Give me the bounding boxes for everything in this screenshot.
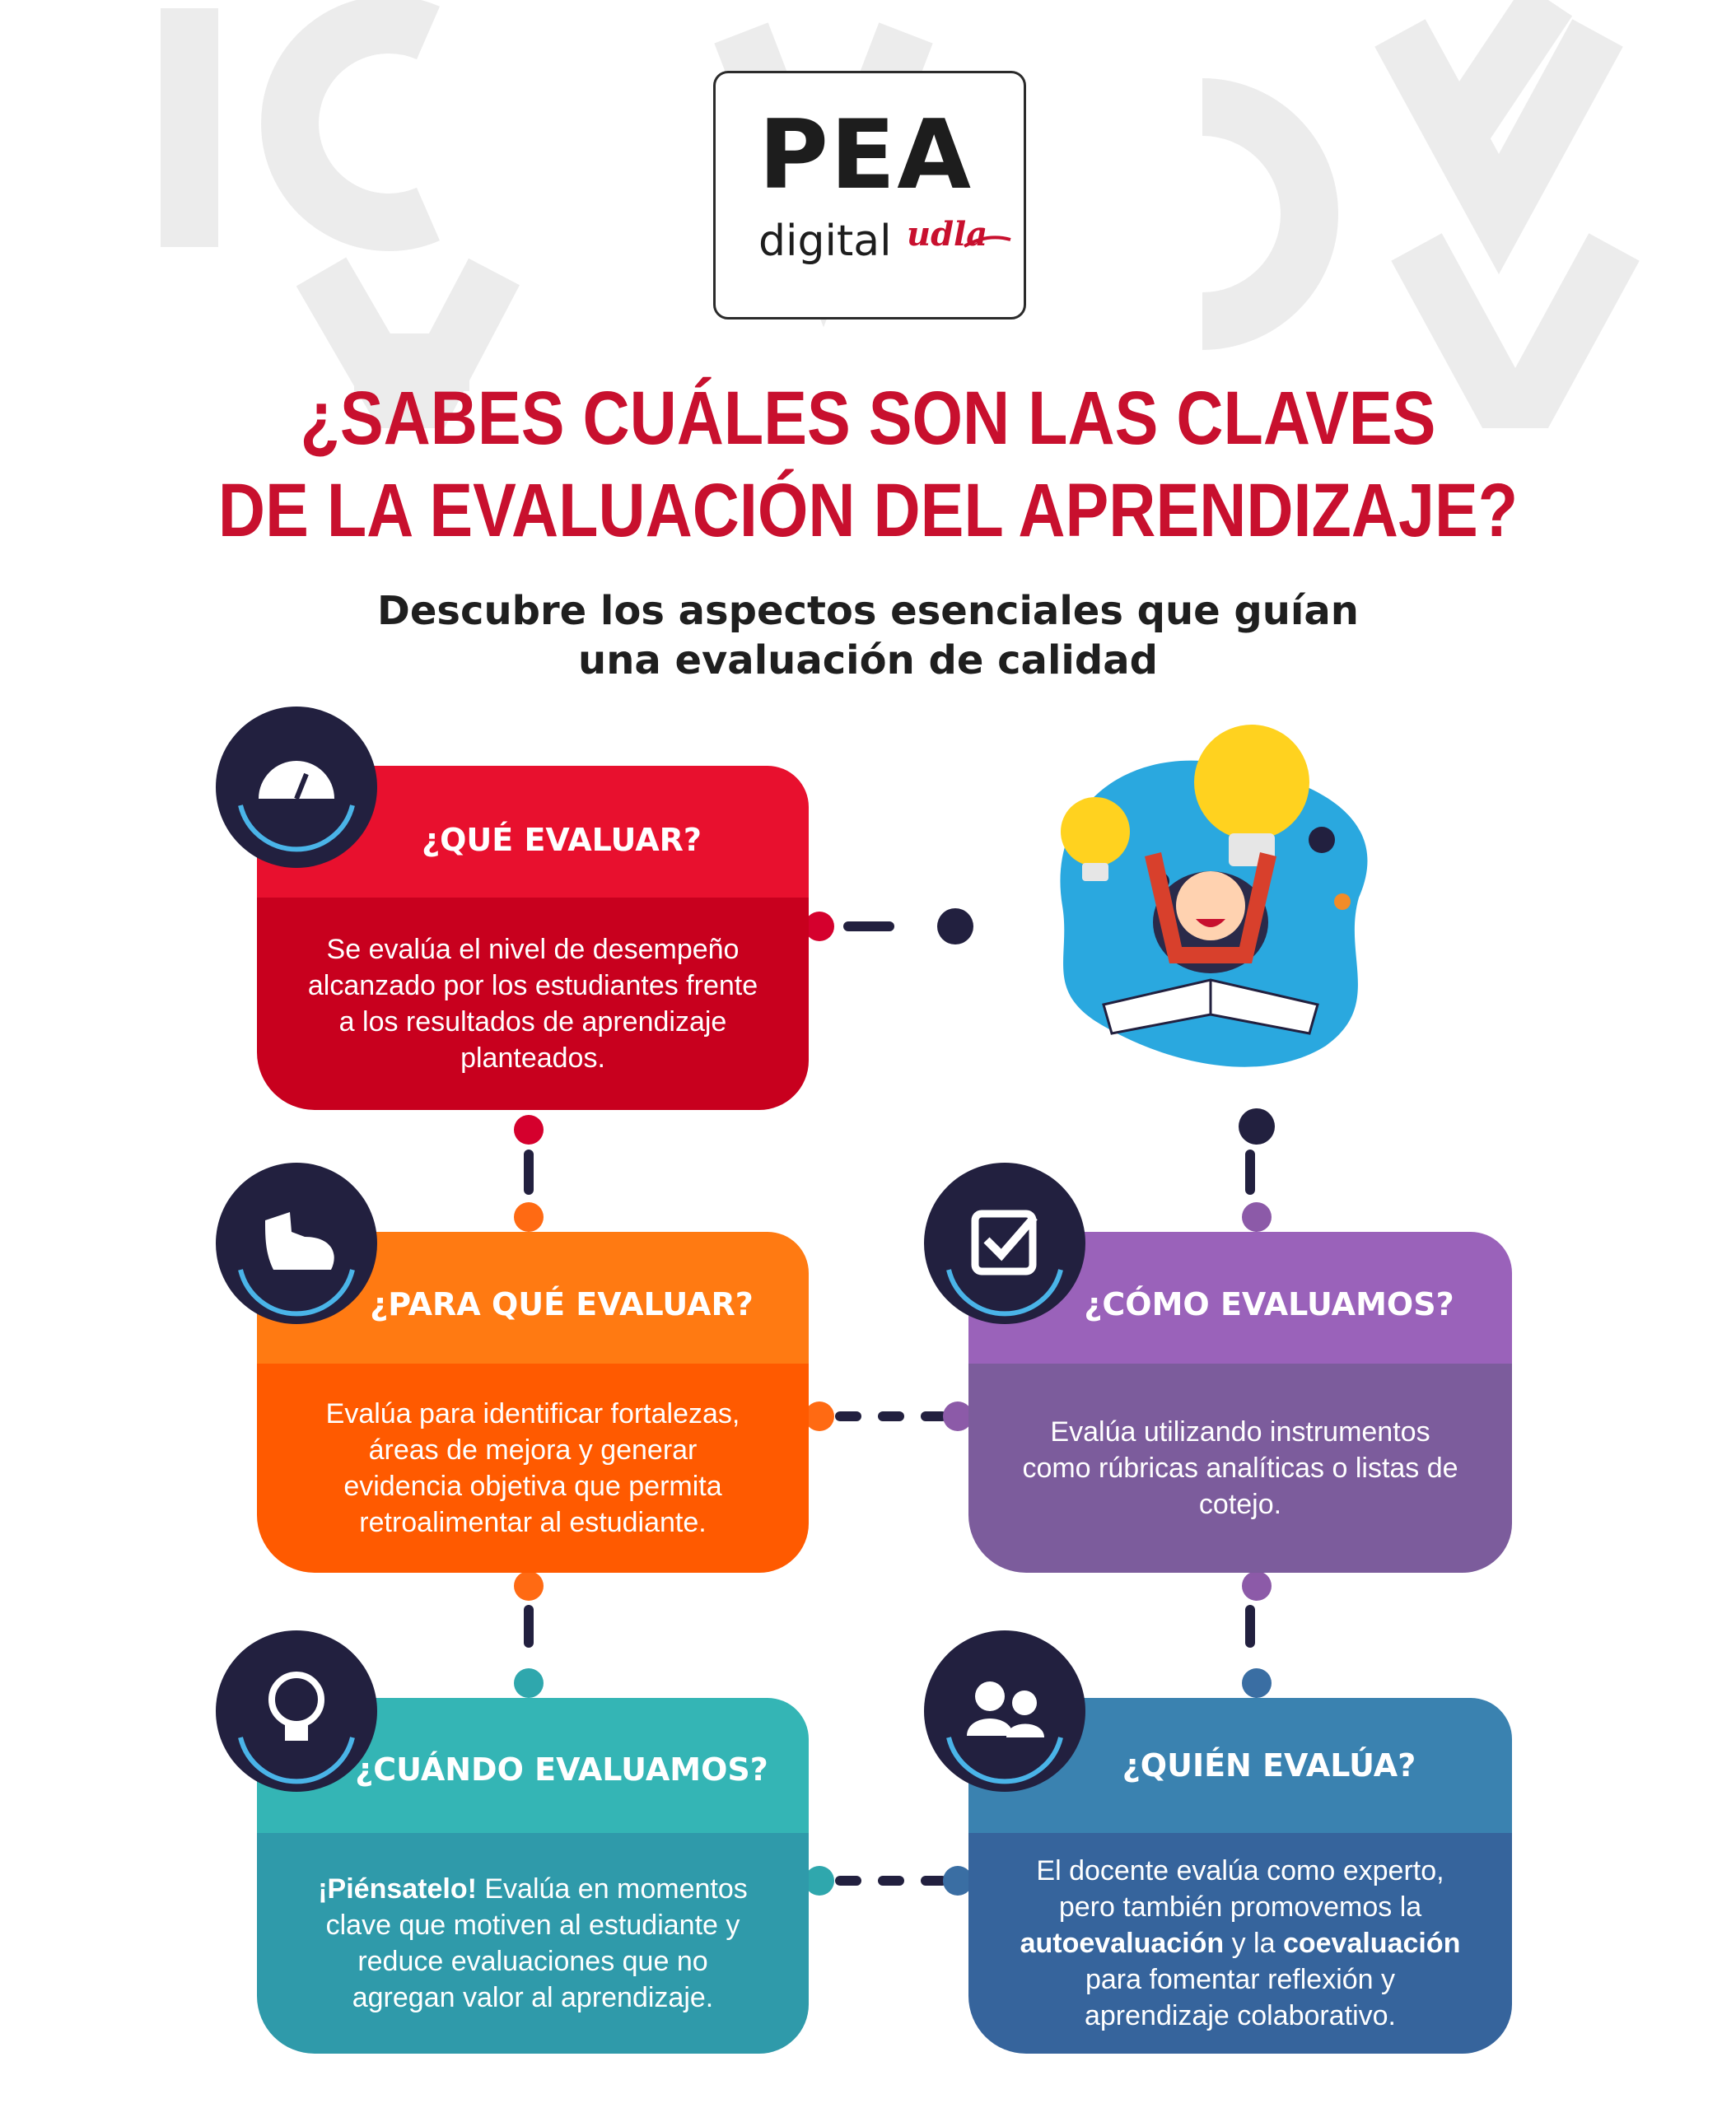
card-cuando-text <box>257 1833 809 2054</box>
card-cuando-body: Evalúa en momentos clave que motiven al estudiante y reduce evaluaciones que no agregan valor al aprendizaje. <box>325 1873 748 2013</box>
card-como-text: Evalúa utilizando instrumentos como rúbricas analíticas o listas de cotejo. <box>968 1364 1512 1573</box>
gauge-icon <box>216 707 377 868</box>
card-cuando-bold: ¡Piénsatelo! <box>318 1873 477 1905</box>
card-quien-t1: El docente evalúa como experto, pero también promovemos la <box>1036 1855 1444 1923</box>
card-quien-title: ¿QUIÉN EVALÚA? <box>968 1698 1512 1833</box>
logo-udla-text: udla <box>907 215 988 254</box>
card-quien-t2: y la <box>1224 1928 1283 1959</box>
card-que-title: ¿QUÉ EVALUAR? <box>257 766 809 898</box>
card-quien-t3: para fomentar reflexión y aprendizaje colaborativo. <box>1084 1964 1397 2031</box>
title-line-2: DE LA EVALUACIÓN DEL APRENDIZAJE? <box>217 469 1519 553</box>
student-lightbulb-illustration <box>1013 708 1400 1095</box>
card-como-title: ¿CÓMO EVALUAMOS? <box>968 1232 1512 1364</box>
subtitle-line-1: Descubre los aspectos esenciales que guían <box>377 588 1359 634</box>
card-quien-b1: autoevaluación <box>1020 1928 1225 1959</box>
card-para-title: ¿PARA QUÉ EVALUAR? <box>257 1232 809 1364</box>
subtitle-line-2: una evaluación de calidad <box>578 637 1158 683</box>
users-icon <box>924 1630 1085 1792</box>
card-que-text: Se evalúa el nivel de desempeño alcanzado por los estudiantes frente a los resultados de aprendizaje planteados. <box>257 898 809 1110</box>
lightbulb-icon <box>216 1630 377 1792</box>
checkbox-icon <box>924 1163 1085 1324</box>
card-para-text: Evalúa para identificar fortalezas, áreas de mejora y generar evidencia objetiva que permita retroalimentar al estudiante. <box>257 1364 809 1573</box>
card-cuando-title: ¿CUÁNDO EVALUAMOS? <box>257 1698 809 1833</box>
logo-pea-text: PEA <box>758 100 973 211</box>
logo-digital-text: digital <box>758 217 892 266</box>
card-quien-text <box>968 1833 1512 2054</box>
muscle-arm-icon <box>216 1163 377 1324</box>
title-line-1: ¿SABES CUÁLES SON LAS CLAVES <box>300 376 1436 460</box>
card-quien-b2: coevaluación <box>1282 1928 1461 1959</box>
